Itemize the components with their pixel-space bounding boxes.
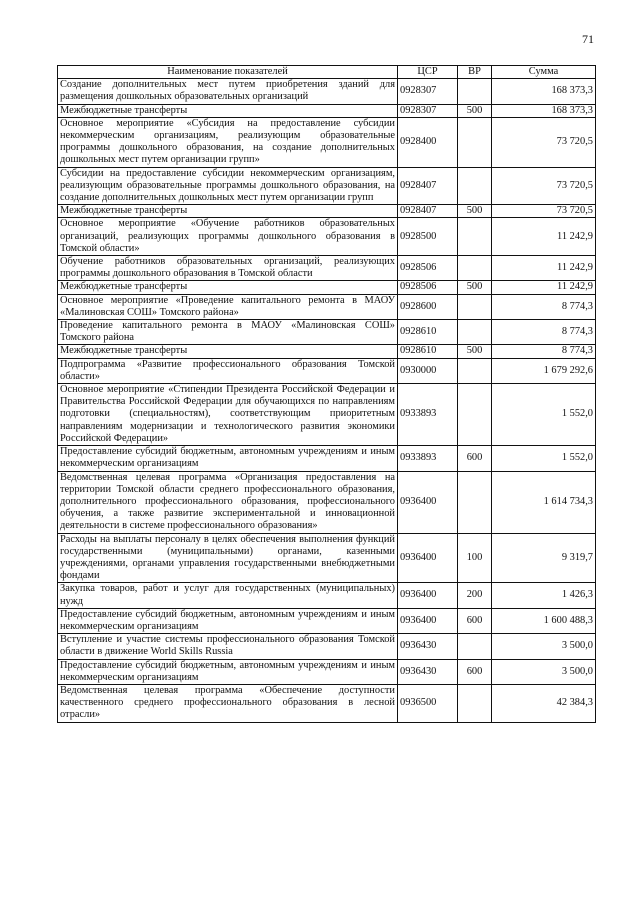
cell-name: Основное мероприятие «Обучение работников образовательных организаций, реализующих программы дошкольного образования в Томской области» [58, 218, 398, 256]
table-row [58, 345, 596, 358]
cell-sum: 1 552,0 [492, 446, 596, 471]
cell-code: 0928610 [398, 320, 458, 345]
table-row [58, 471, 596, 533]
cell-sum: 168 373,3 [492, 79, 596, 104]
header-csr: ЦСР [398, 66, 458, 79]
cell-sum: 3 500,0 [492, 634, 596, 659]
header-vr: ВР [458, 66, 492, 79]
table-row [58, 358, 596, 383]
cell-code: 0928307 [398, 104, 458, 117]
table-row [58, 281, 596, 294]
cell-sum: 8 774,3 [492, 345, 596, 358]
cell-vr: 500 [458, 281, 492, 294]
cell-code: 0928407 [398, 167, 458, 205]
cell-name: Межбюджетные трансферты [58, 345, 398, 358]
cell-code: 0936400 [398, 583, 458, 608]
cell-code: 0928500 [398, 218, 458, 256]
cell-code: 0928610 [398, 345, 458, 358]
table-row [58, 104, 596, 117]
cell-name: Закупка товаров, работ и услуг для государственных (муниципальных) нужд [58, 583, 398, 608]
cell-vr: 600 [458, 446, 492, 471]
cell-sum: 9 319,7 [492, 533, 596, 583]
cell-vr: 200 [458, 583, 492, 608]
cell-code: 0936430 [398, 634, 458, 659]
cell-vr [458, 294, 492, 319]
cell-name: Основное мероприятие «Субсидия на предоставление субсидии некоммерческим организациям, реализующим образовательные программы дошкольного образования, на создание дополнительных дошкольных мест путем организации групп» [58, 117, 398, 167]
cell-vr [458, 471, 492, 533]
cell-code: 0930000 [398, 358, 458, 383]
cell-vr: 500 [458, 345, 492, 358]
cell-sum: 11 242,9 [492, 256, 596, 281]
cell-code: 0933893 [398, 384, 458, 446]
table-row [58, 684, 596, 722]
cell-name: Ведомственная целевая программа «Организация предоставления на территории Томской области среднего профессионального образования, дополнительного профессионального образования, профессионального обучения, а также развитие экспериментальной и инновационной деятельности в системе профессионального образования» [58, 471, 398, 533]
cell-code: 0928400 [398, 117, 458, 167]
cell-sum: 1 614 734,3 [492, 471, 596, 533]
cell-name: Межбюджетные трансферты [58, 104, 398, 117]
cell-vr [458, 167, 492, 205]
cell-sum: 1 426,3 [492, 583, 596, 608]
cell-sum: 8 774,3 [492, 294, 596, 319]
cell-code: 0928600 [398, 294, 458, 319]
cell-name: Основное мероприятие «Стипендии Президента Российской Федерации и Правительства Российской Федерации для обучающихся по направлениям подготовки (специальностям), соответствующим приоритетным направлениям модернизации и технологического развития экономики Российской Федерации» [58, 384, 398, 446]
cell-vr [458, 256, 492, 281]
cell-name: Создание дополнительных мест путем приобретения зданий для размещения дошкольных образовательных организаций [58, 79, 398, 104]
table-row [58, 256, 596, 281]
table-row [58, 294, 596, 319]
table-row [58, 167, 596, 205]
page-number: 71 [582, 32, 594, 46]
cell-code: 0928307 [398, 79, 458, 104]
cell-sum: 11 242,9 [492, 218, 596, 256]
table-row [58, 79, 596, 104]
table-body [58, 79, 596, 722]
cell-sum: 42 384,3 [492, 684, 596, 722]
cell-code: 0936400 [398, 608, 458, 633]
cell-sum: 73 720,5 [492, 205, 596, 218]
cell-code: 0928506 [398, 281, 458, 294]
table-row [58, 583, 596, 608]
table-row [58, 533, 596, 583]
table-header [58, 66, 596, 79]
cell-name: Проведение капитального ремонта в МАОУ «Малиновская СОШ» Томского района [58, 320, 398, 345]
cell-code: 0936400 [398, 533, 458, 583]
cell-code: 0928407 [398, 205, 458, 218]
cell-vr: 100 [458, 533, 492, 583]
cell-vr: 500 [458, 205, 492, 218]
cell-name: Ведомственная целевая программа «Обеспечение доступности качественного среднего профессионального образования в лесной отрасли» [58, 684, 398, 722]
cell-vr [458, 218, 492, 256]
cell-vr [458, 358, 492, 383]
cell-sum: 1 600 488,3 [492, 608, 596, 633]
cell-vr [458, 634, 492, 659]
cell-vr [458, 79, 492, 104]
cell-sum: 168 373,3 [492, 104, 596, 117]
cell-code: 0936430 [398, 659, 458, 684]
cell-name: Межбюджетные трансферты [58, 281, 398, 294]
cell-vr [458, 117, 492, 167]
header-name: Наименование показателей [58, 66, 398, 79]
cell-sum: 1 552,0 [492, 384, 596, 446]
cell-name: Предоставление субсидий бюджетным, автономным учреждениям и иным некоммерческим организациям [58, 608, 398, 633]
cell-name: Субсидии на предоставление субсидии некоммерческим организациям, реализующим образовательные программы дошкольного образования, на создание дополнительных дошкольных мест путем организации групп [58, 167, 398, 205]
cell-name: Межбюджетные трансферты [58, 205, 398, 218]
cell-vr: 600 [458, 659, 492, 684]
budget-table [57, 65, 596, 723]
cell-name: Расходы на выплаты персоналу в целях обеспечения выполнения функций государственными (муниципальными) органами, казенными учреждениями, органами управления государственными внебюджетными фондами [58, 533, 398, 583]
cell-name: Подпрограмма «Развитие профессионального образования Томской области» [58, 358, 398, 383]
cell-vr [458, 684, 492, 722]
cell-code: 0933893 [398, 446, 458, 471]
table-row [58, 659, 596, 684]
cell-sum: 73 720,5 [492, 117, 596, 167]
table-row [58, 320, 596, 345]
header-sum: Сумма [492, 66, 596, 79]
table-row [58, 218, 596, 256]
cell-vr [458, 320, 492, 345]
cell-name: Основное мероприятие «Проведение капитального ремонта в МАОУ «Малиновская СОШ» Томского района» [58, 294, 398, 319]
cell-sum: 3 500,0 [492, 659, 596, 684]
cell-sum: 1 679 292,6 [492, 358, 596, 383]
table-row [58, 117, 596, 167]
cell-vr: 600 [458, 608, 492, 633]
cell-vr: 500 [458, 104, 492, 117]
cell-code: 0928506 [398, 256, 458, 281]
cell-name: Предоставление субсидий бюджетным, автономным учреждениям и иным некоммерческим организациям [58, 446, 398, 471]
cell-code: 0936400 [398, 471, 458, 533]
cell-sum: 8 774,3 [492, 320, 596, 345]
cell-name: Предоставление субсидий бюджетным, автономным учреждениям и иным некоммерческим организациям [58, 659, 398, 684]
cell-vr [458, 384, 492, 446]
cell-sum: 11 242,9 [492, 281, 596, 294]
cell-code: 0936500 [398, 684, 458, 722]
table-row [58, 205, 596, 218]
table-row [58, 446, 596, 471]
cell-sum: 73 720,5 [492, 167, 596, 205]
header-row [58, 66, 596, 79]
table-row [58, 608, 596, 633]
cell-name: Обучение работников образовательных организаций, реализующих программы дошкольного образования в Томской области [58, 256, 398, 281]
cell-name: Вступление и участие системы профессионального образования Томской области в движение World Skills Russia [58, 634, 398, 659]
table-row [58, 634, 596, 659]
table-row [58, 384, 596, 446]
